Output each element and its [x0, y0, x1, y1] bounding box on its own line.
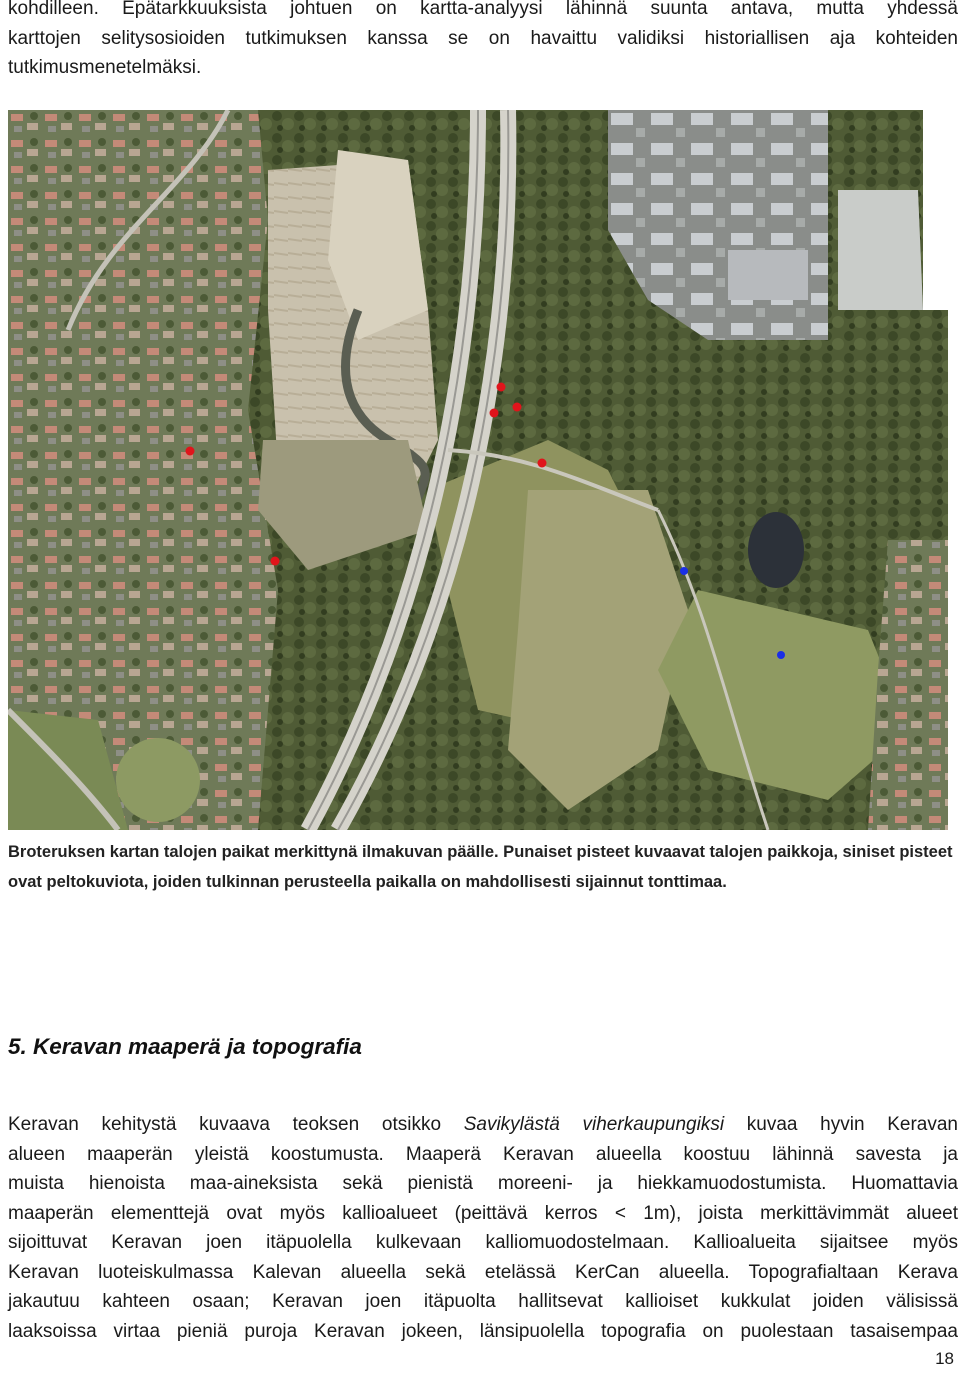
body-line: sijoittuvat Keravan joen itäpuolella kulkevaan kalliomuodostelmaan. Kallioalueita sijaitsee myös — [8, 1232, 958, 1253]
body-line: maaperän elementtejä ovat myös kallioalueet (peittävä kerros < 1m), joista merkittävimmät alueet — [8, 1202, 958, 1224]
field-pattern-marker — [680, 567, 688, 575]
body-paragraph — [8, 1110, 958, 1346]
body-line: laaksoissa virtaa pieniä puroja Keravan jokeen, länsipuolella topografia on puolestaan tasaisempaa — [8, 1320, 958, 1342]
house-location-marker — [497, 383, 506, 392]
intro-line: kohdilleen. Epätarkkuuksista johtuen on kartta-analyysi lähinnä suunta antava, mutta yhdessä — [8, 0, 958, 19]
house-location-marker — [538, 459, 547, 468]
intro-paragraph — [8, 0, 958, 83]
aerial-map-figure — [8, 110, 948, 830]
body-line: Keravan luoteiskulmassa Kalevan alueella sekä etelässä KerCan alueella. Topografialtaan Kerava — [8, 1261, 958, 1283]
house-location-marker — [186, 447, 195, 456]
body-line: muista hienoista maa-aineksista sekä pienistä moreeni- ja hiekkamuodostumista. Huomattavia — [8, 1173, 958, 1194]
house-location-marker — [513, 403, 522, 412]
house-location-marker — [490, 409, 499, 418]
intro-line: karttojen selitysosioiden tutkimuksen kanssa se on havaittu validiksi historiallisen aja kohteiden — [8, 27, 958, 49]
figure-caption: Broteruksen kartan talojen paikat merkittynä ilmakuvan päälle. Punaiset pisteet kuvaavat talojen paikkoja, siniset pisteet ovat peltokuviota, joiden tulkinnan perusteella paikalla on mahdollisesti sijainnut tonttimaa. — [8, 843, 953, 891]
body-line: jakautuu kahteen osaan; Keravan joen itäpuolta hallitsevat kallioiset kukkulat joiden välisissä — [8, 1291, 958, 1312]
intro-line: tutkimusmenetelmäksi. — [8, 57, 202, 78]
book-title: Savikylästä viherkaupungiksi — [463, 1114, 725, 1135]
section-heading: 5. Keravan maaperä ja topografia — [8, 1034, 362, 1059]
body-line: alueen maaperän yleistä koostumusta. Maaperä Keravan alueella koostuu lähinnä savesta ja — [8, 1143, 958, 1165]
field-pattern-marker — [777, 651, 785, 659]
house-location-marker — [271, 557, 280, 566]
body-line: Keravan kehitystä kuvaava teoksen otsikko Savikylästä viherkaupungiksi kuvaa hyvin Keravan — [8, 1114, 958, 1135]
page-number: 18 — [935, 1349, 954, 1368]
